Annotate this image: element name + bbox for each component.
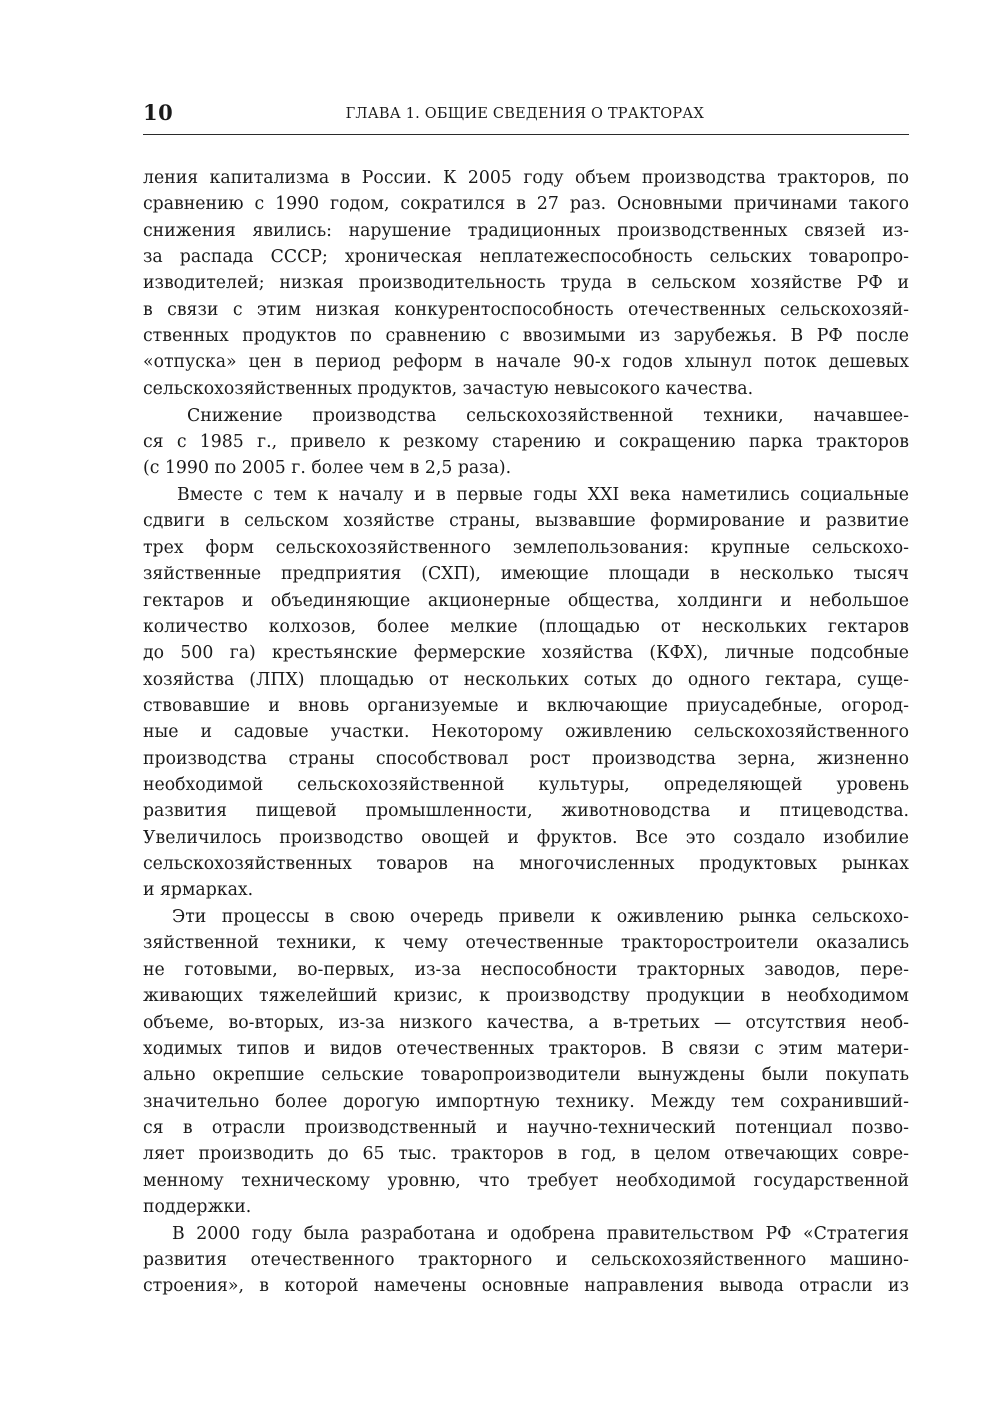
running-title: ГЛАВА 1. ОБЩИЕ СВЕДЕНИЯ О ТРАКТОРАХ [345, 106, 704, 122]
text-line: ально окрепшие сельские товаропроизводители вынуждены были покупать [143, 1065, 909, 1086]
paragraph-3 [143, 482, 909, 904]
paragraph-4 [143, 904, 909, 1220]
text-line: до 500 га) крестьянские фермерские хозяйства (КФХ), личные подсобные [143, 643, 909, 664]
text-line: не готовыми, во-первых, из-за неспособности тракторных заводов, пере- [143, 959, 909, 980]
text-line: снижения явились: нарушение традиционных производственных связей из- [143, 220, 909, 241]
body-text [143, 165, 909, 1300]
text-line: ся в отрасли производственный и научно-технический потенциал позво- [143, 1117, 909, 1138]
text-line: изводителей; низкая производительность труда в сельском хозяйстве РФ и [143, 273, 909, 294]
text-line: Снижение производства сельскохозяйственной техники, начавшее- [187, 405, 909, 426]
text-line: В 2000 году была разработана и одобрена правительством РФ «Стратегия [172, 1223, 909, 1244]
text-line: сдвиги в сельском хозяйстве страны, вызвавшие формирование и развитие [143, 511, 909, 532]
text-line: развития отечественного тракторного и сельскохозяйственного машино- [143, 1250, 909, 1271]
text-line: Эти процессы в свою очередь привели к оживлению рынка сельскохо- [172, 907, 909, 928]
text-line: необходимой сельскохозяйственной культуры, определяющей уровень [143, 774, 909, 795]
page-number: 10 [143, 100, 174, 125]
text-line: зяйственные предприятия (СХП), имеющие площади в несколько тысяч [143, 564, 909, 585]
paragraph-5 [143, 1221, 909, 1300]
text-line: ления капитализма в России. К 2005 году объем производства тракторов, по [143, 168, 909, 188]
text-line: количество колхозов, более мелкие (площадью от нескольких гектаров [143, 616, 909, 637]
paragraph-2 [143, 403, 909, 482]
text-line: поддержки. [143, 1196, 252, 1217]
page-header [143, 98, 909, 135]
text-line: сравнению с 1990 годом, сократился в 27 раз. Основными причинами такого [143, 194, 909, 215]
text-line: сельскохозяйственных продуктов, зачастую невысокого качества. [143, 378, 754, 399]
text-line: и ярмарках. [143, 880, 254, 901]
text-line: «отпуска» цен в период реформ в начале 90-х годов хлынул поток дешевых [143, 352, 909, 373]
paragraph-1 [143, 165, 909, 402]
text-line: зяйственной техники, к чему отечественные тракторостроители оказались [143, 933, 909, 954]
text-line: менному техническому уровню, что требует необходимой государственной [143, 1170, 909, 1191]
text-line: значительно более дорогую импортную технику. Между тем сохранивший- [143, 1091, 909, 1112]
text-line: живающих тяжелейший кризис, к производству продукции в необходимом [143, 986, 909, 1007]
text-line: в связи с этим низкая конкурентоспособность отечественных сельскохозяй- [143, 299, 909, 320]
text-line: ные и садовые участки. Некоторому оживлению сельскохозяйственного [143, 722, 909, 743]
text-line: хозяйства (ЛПХ) площадью от нескольких сотых до одного гектара, суще- [143, 669, 909, 690]
text-line: ляет производить до 65 тыс. тракторов в год, в целом отвечающих совре- [143, 1144, 909, 1165]
text-line: гектаров и объединяющие акционерные общества, холдинги и небольшое [143, 590, 909, 611]
text-line: сельскохозяйственных товаров на многочисленных продуктовых рынках [143, 853, 909, 874]
text-line: трех форм сельскохозяйственного землепользования: крупные сельскохо- [143, 537, 909, 558]
text-line: ся с 1985 г., привело к резкому старению и сокращению парка тракторов [143, 431, 909, 452]
text-line: развития пищевой промышленности, животноводства и птицеводства. [143, 801, 909, 822]
text-line: строения», в которой намечены основные направления вывода отрасли из [143, 1276, 909, 1297]
text-line: ственных продуктов по сравнению с ввозимыми из зарубежья. В РФ после [143, 326, 909, 347]
text-line: объеме, во-вторых, из-за низкого качества, а в-третьих — отсутствия необ- [143, 1012, 909, 1033]
text-line: за распада СССР; хроническая неплатежеспособность сельских товаропро- [143, 247, 909, 268]
text-line: Увеличилось производство овощей и фруктов. Все это создало изобилие [143, 827, 909, 848]
text-line: Вместе с тем к началу и в первые годы XXI века наметились социальные [177, 485, 909, 506]
text-line: (с 1990 по 2005 г. более чем в 2,5 раза). [143, 458, 512, 479]
text-line: ходимых типов и видов отечественных тракторов. В связи с этим матери- [143, 1038, 909, 1059]
text-line: производства страны способствовал рост производства зерна, жизненно [143, 748, 909, 769]
text-line: ствовавшие и вновь организуемые и включающие приусадебные, огород- [143, 695, 909, 716]
